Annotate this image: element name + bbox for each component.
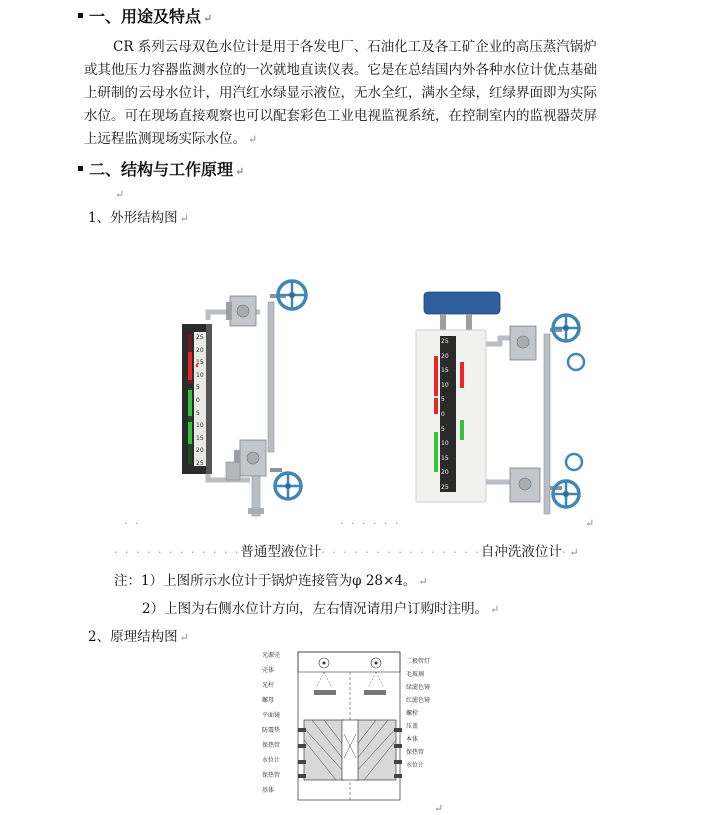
right-gauge-scale <box>441 338 455 492</box>
sub1-title-text: 1、外形结构图 <box>88 210 178 226</box>
scale-tick-label: 20 <box>441 352 449 360</box>
diagram-label: 水位计 <box>262 757 281 764</box>
para-line-4 <box>84 104 597 124</box>
diagram-label: 壳体 <box>262 667 275 674</box>
para-line-3 <box>84 81 597 101</box>
caption-row <box>114 540 579 560</box>
diagram-label: 平面镜 <box>262 712 281 719</box>
scale-tick-label: 10 <box>196 371 204 379</box>
dotted-spacer: · · · · · · <box>340 517 401 530</box>
left-gauge-scale <box>196 334 208 468</box>
scale-tick-label: 0 <box>441 411 445 418</box>
return-mark: ↵ <box>248 133 258 146</box>
diagram-label: 螺栓 <box>406 710 419 717</box>
scale-tick-label: 15 <box>441 454 449 462</box>
caption-normal-gauge: 普通型液位计 <box>240 544 322 560</box>
scale-tick-label: 25 <box>441 338 449 345</box>
diagram-labels-right <box>406 656 450 806</box>
diagram-label: 保热管 <box>406 749 425 756</box>
return-mark: ↵ <box>203 12 213 25</box>
diagram-label: 光源壳 <box>262 652 281 659</box>
return-mark: ↵ <box>179 631 189 644</box>
note-2-text: 2）上图为右侧水位计方向，左右情况请用户订购时注明。 <box>142 601 489 617</box>
scale-tick-label: 25 <box>196 460 204 467</box>
empty-line-mark: ↵ <box>115 188 125 201</box>
diagram-label: 光杆 <box>262 682 275 689</box>
para-line-5-text: 上远程监测现场实际水位。 <box>84 131 246 147</box>
sub2-title <box>88 625 189 645</box>
scale-tick-label: 20 <box>196 346 204 354</box>
para-line-2-text: 或其他压力容器监测水位的一次就地直读仪表。它是在总结国内外各种水位计优点基础 <box>84 62 597 78</box>
caption-flushing-gauge: 自冲洗液位计 <box>480 544 562 560</box>
scale-tick-label: 10 <box>196 422 204 430</box>
scale-tick-label: 25 <box>441 484 449 491</box>
section1-heading <box>78 4 212 27</box>
section2-heading <box>78 157 244 180</box>
return-mark: ↵ <box>235 165 245 178</box>
scale-tick-label: 10 <box>441 440 449 448</box>
note-2 <box>142 597 499 617</box>
scale-tick-label: 0 <box>196 397 200 404</box>
sub1-title <box>88 206 189 226</box>
scale-tick-label: 20 <box>196 447 204 455</box>
dotted-spacer: · · <box>124 517 141 530</box>
para-line-1-text: CR 系列云母双色水位计是用于各发电厂、石油化工及各工矿企业的高压蒸汽锅炉 <box>113 39 597 55</box>
note-1 <box>114 569 428 589</box>
diagram-label: 二极管灯 <box>406 658 431 665</box>
para-line-4-text: 水位。可在现场直接观察也可以配套彩色工业电视监视系统，在控制室内的监视器荧屏 <box>84 108 597 124</box>
scale-tick-label: 10 <box>441 381 449 389</box>
scale-tick-label: 5 <box>196 384 200 392</box>
return-mark: ↵ <box>490 603 500 616</box>
sub2-title-text: 2、原理结构图 <box>88 629 178 645</box>
scale-tick-label: 15 <box>196 359 204 367</box>
dot-leader: · · · · · · · · · · · · · · · <box>321 546 481 559</box>
section2-heading-text: 二、结构与工作原理 <box>89 160 234 179</box>
return-mark: ↵ <box>434 802 444 815</box>
scale-tick-label: 5 <box>441 396 445 404</box>
diagram-label: 绿滤色镜 <box>406 684 431 691</box>
note-1-text: 注：1）上图所示水位计于锅炉连接管为φ 28×4。 <box>114 573 417 589</box>
diagram-label: 保热管 <box>262 772 281 779</box>
dot-leader: · · · · · · · · · · · · <box>114 546 241 559</box>
diagram-label: 保热管 <box>262 742 281 749</box>
scale-tick-label: 15 <box>441 367 449 375</box>
diagram-labels-left <box>262 650 302 800</box>
diagram-label: 毛玻璃 <box>406 671 425 678</box>
return-mark: ↵ <box>179 212 189 225</box>
para-line-3-text: 上研制的云母水位计，用汽红水绿显示液位，无水全红，满水全绿，红绿界面即为实际 <box>84 85 597 101</box>
return-mark: ↵ <box>418 575 428 588</box>
scale-tick-label: 5 <box>196 409 200 417</box>
return-mark: ↵ <box>569 546 579 559</box>
diagram-label: 螺母 <box>262 697 275 704</box>
scale-tick-label: 20 <box>441 469 449 477</box>
diagram-label: 红滤色镜 <box>406 697 431 704</box>
section1-heading-text: 一、用途及特点 <box>89 7 202 26</box>
dot-leader: · <box>561 546 568 559</box>
scale-tick-label: 25 <box>196 334 204 341</box>
diagram-label: 防震垫 <box>262 727 281 734</box>
para-line-2 <box>84 58 597 78</box>
diagram-label: 本体 <box>406 736 419 743</box>
para-line-5 <box>84 127 257 147</box>
para-line-1 <box>113 35 597 55</box>
diagram-label: 水位计 <box>406 762 425 769</box>
scale-tick-label: 5 <box>441 425 445 433</box>
gauge-photo <box>170 272 590 532</box>
bullet-icon <box>78 166 83 171</box>
diagram-label: 基体 <box>262 787 275 794</box>
scale-tick-label: 15 <box>196 434 204 442</box>
bullet-icon <box>78 13 83 18</box>
diagram-label: 压盖 <box>406 723 419 730</box>
return-mark: ↵ <box>585 517 595 530</box>
